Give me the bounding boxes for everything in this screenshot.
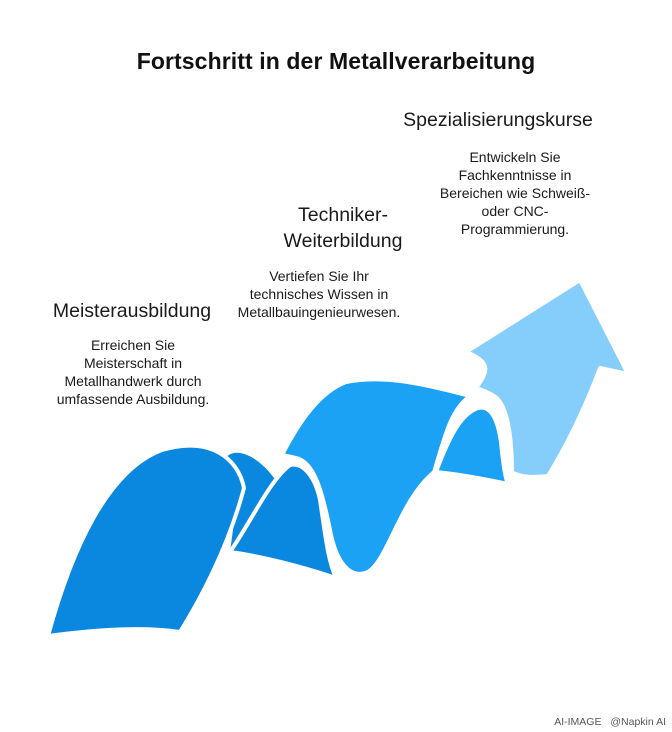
step-2-description-line: technisches Wissen in xyxy=(249,286,389,302)
step-3-description xyxy=(420,148,610,238)
arrow-segment-1-front xyxy=(48,446,244,636)
step-2-description-line: Vertiefen Sie Ihr xyxy=(269,268,369,284)
watermark xyxy=(554,716,666,728)
step-1-description-line: Meisterschaft in xyxy=(83,355,183,371)
step-1-title-line: Meisterausbildung xyxy=(52,300,212,322)
step-1-description-line: Metallhandwerk durch xyxy=(64,373,202,389)
step-3-title xyxy=(388,107,608,133)
step-1-description-line: umfassende Ausbildung. xyxy=(56,391,210,407)
step-1-description-line: Erreichen Sie xyxy=(90,337,176,353)
step-2-description-line: Metallbauingenieurwesen. xyxy=(237,304,401,320)
step-3-title-line: Spezialisierungskurse xyxy=(403,109,593,131)
step-2-title-line: Weiterbildung xyxy=(283,230,403,252)
step-1-title xyxy=(32,298,232,324)
step-2-title-line: Techniker- xyxy=(298,204,388,226)
step-3-description-line: Bereichen wie Schweiß- xyxy=(439,185,591,201)
watermark-label: AI-IMAGE xyxy=(554,716,602,728)
page-title: Fortschritt in der Metallverarbeitung xyxy=(136,48,536,74)
watermark-credit: @Napkin AI xyxy=(610,716,666,728)
step-2-description xyxy=(222,267,416,321)
step-3-description-line: Fachkenntnisse in xyxy=(458,167,572,183)
step-1-description xyxy=(38,336,228,408)
step-3-description-line: oder CNC- xyxy=(481,203,549,219)
step-2-title xyxy=(258,202,428,254)
step-3-description-line: Entwickeln Sie xyxy=(469,149,561,165)
step-3-description-line: Programmierung. xyxy=(460,221,570,237)
